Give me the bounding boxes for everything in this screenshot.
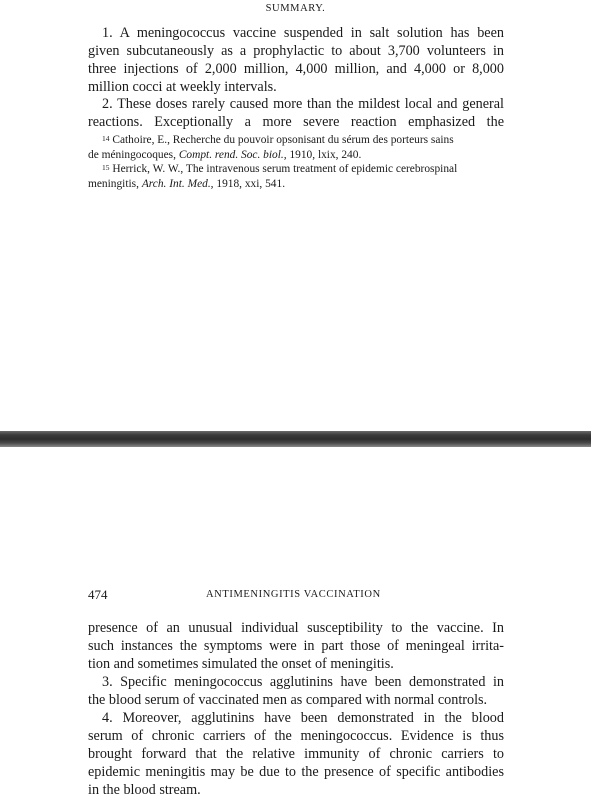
summary-item-2	[88, 95, 504, 131]
footnote-citation: 1910, lxix, 240.	[289, 148, 362, 161]
text-line: 1. A meningococcus vaccine suspended in salt solution has been	[102, 25, 504, 41]
summary-item-4	[88, 709, 504, 799]
footnote-line	[88, 162, 504, 177]
footnote-line	[88, 148, 504, 163]
footnote-text: de méningocoques,	[88, 148, 176, 161]
text-line: 4. Moreover, agglutinins have been demonstrated in the blood	[102, 710, 504, 726]
text-line: in the blood stream.	[88, 782, 201, 798]
text-line: tion and sometimes simulated the onset of meningitis.	[88, 656, 394, 672]
footnote-line	[88, 133, 504, 148]
text-line: epidemic meningitis may be due to the presence of specific antibodies	[88, 764, 504, 780]
text-line: million cocci at weekly intervals.	[88, 79, 277, 95]
footnote-text: meningitis,	[88, 177, 139, 190]
journal-title: Compt. rend. Soc. biol.,	[178, 148, 287, 161]
text-line: such instances the symptoms were in part those of meningeal irrita-	[88, 638, 504, 654]
running-head: ANTIMENINGITIS VACCINATION	[206, 589, 381, 600]
text-line: presence of an unusual individual susceptibility to the vaccine. In	[88, 620, 504, 636]
footnote-citation: 1918, xxi, 541.	[216, 177, 286, 190]
text-line: three injections of 2,000 million, 4,000 million, and 4,000 or 8,000	[88, 61, 504, 77]
text-line: given subcutaneously as a prophylactic to about 3,700 volunteers in	[88, 43, 504, 59]
footnote-text: Cathoire, E., Recherche du pouvoir opsonisant du sérum des porteurs sains	[112, 134, 454, 146]
text-line: brought forward that the relative immunity of chronic carriers to	[88, 746, 504, 762]
text-line: the blood serum of vaccinated men as compared with normal controls.	[88, 692, 488, 708]
journal-title: Arch. Int. Med.,	[141, 177, 214, 190]
footnote-number: 14	[102, 134, 110, 143]
text-line: serum of chronic carriers of the meningococcus. Evidence is thus	[88, 728, 504, 744]
summary-item-3	[88, 673, 504, 709]
footnote-number: 15	[102, 163, 110, 172]
summary-item-1	[88, 24, 504, 96]
footnote-text: Herrick, W. W., The intravenous serum treatment of epidemic cerebrospinal	[112, 163, 458, 175]
bottom-page	[0, 447, 591, 807]
continuation-paragraph	[88, 619, 504, 673]
text-line: 3. Specific meningococcus agglutinins have been demonstrated in	[102, 674, 504, 690]
footnote-line	[88, 177, 504, 192]
running-head: SUMMARY.	[265, 3, 326, 14]
footnote-14	[88, 133, 504, 162]
footnote-15	[88, 162, 504, 191]
text-line: reactions. Exceptionally a more severe reaction emphasized the	[88, 114, 504, 130]
text-line: 2. These doses rarely caused more than the mildest local and general	[102, 96, 504, 112]
page-number: 474	[88, 587, 108, 602]
page-separator	[0, 431, 591, 447]
